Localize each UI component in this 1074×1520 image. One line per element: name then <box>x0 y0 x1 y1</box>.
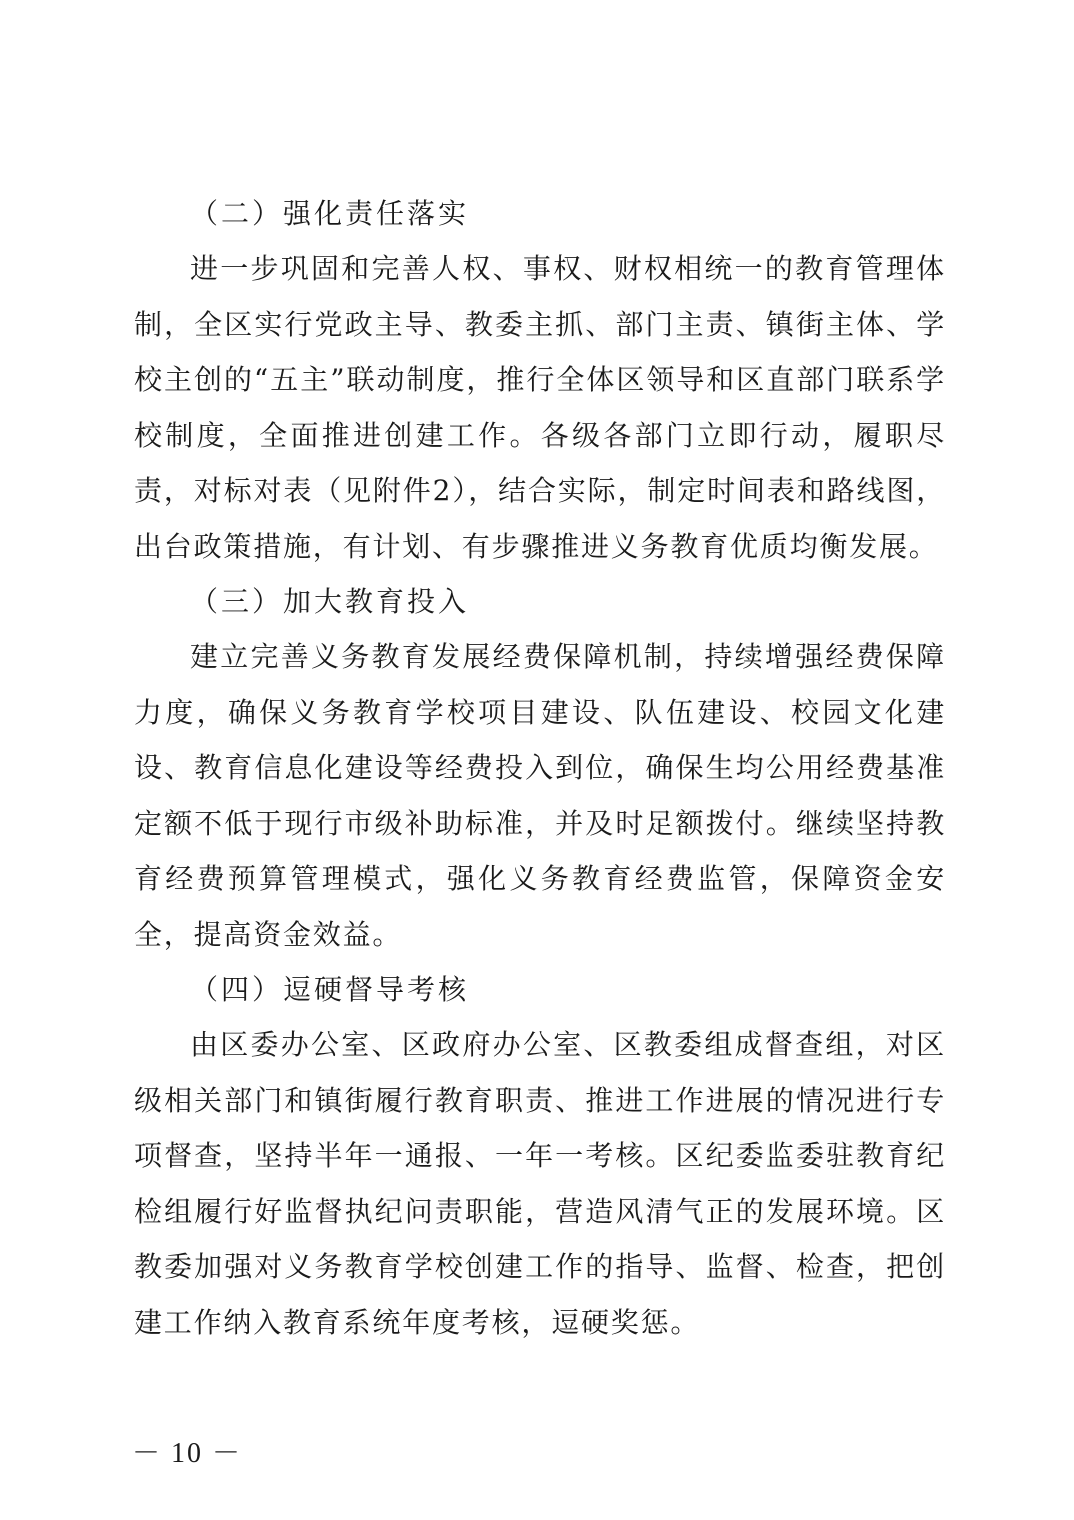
section-paragraph-supervision: 由区委办公室、区政府办公室、区教委组成督查组，对区级相关部门和镇街履行教育职责、推进工作进展的情况进行专项督查，坚持半年一通报、一年一考核。区纪委监委驻教育纪检组履行好监督执纪问责职能，营造风清气正的发展环境。区教委加强对义务教育学校创建工作的指导、监督、检查，把创建工作纳入教育系统年度考核，逗硬奖惩。 <box>134 1028 946 1339</box>
section-paragraph-investment: 建立完善义务教育发展经费保障机制，持续增强经费保障力度，确保义务教育学校项目建设、队伍建设、校园文化建设、教育信息化建设等经费投入到位，确保生均公用经费基准定额不低于现行市级补助标准，并及时足额拨付。继续坚持教育经费预算管理模式，强化义务教育经费监管，保障资金安全，提高资金效益。 <box>134 640 946 951</box>
section-heading-supervision: （四）逗硬督导考核 <box>190 973 470 1006</box>
page-number: － 10 － <box>132 1438 243 1469</box>
section-heading-responsibility: （二）强化责任落实 <box>190 197 470 230</box>
document-body <box>134 186 946 1350</box>
section-heading-investment: （三）加大教育投入 <box>190 585 470 618</box>
section-paragraph-responsibility: 进一步巩固和完善人权、事权、财权相统一的教育管理体制，全区实行党政主导、教委主抓、部门主责、镇街主体、学校主创的“五主”联动制度，推行全体区领导和区直部门联系学校制度，全面推进创建工作。各级各部门立即行动，履职尽责，对标对表（见附件2），结合实际，制定时间表和路线图，出台政策措施，有计划、有步骤推进义务教育优质均衡发展。 <box>134 252 946 563</box>
